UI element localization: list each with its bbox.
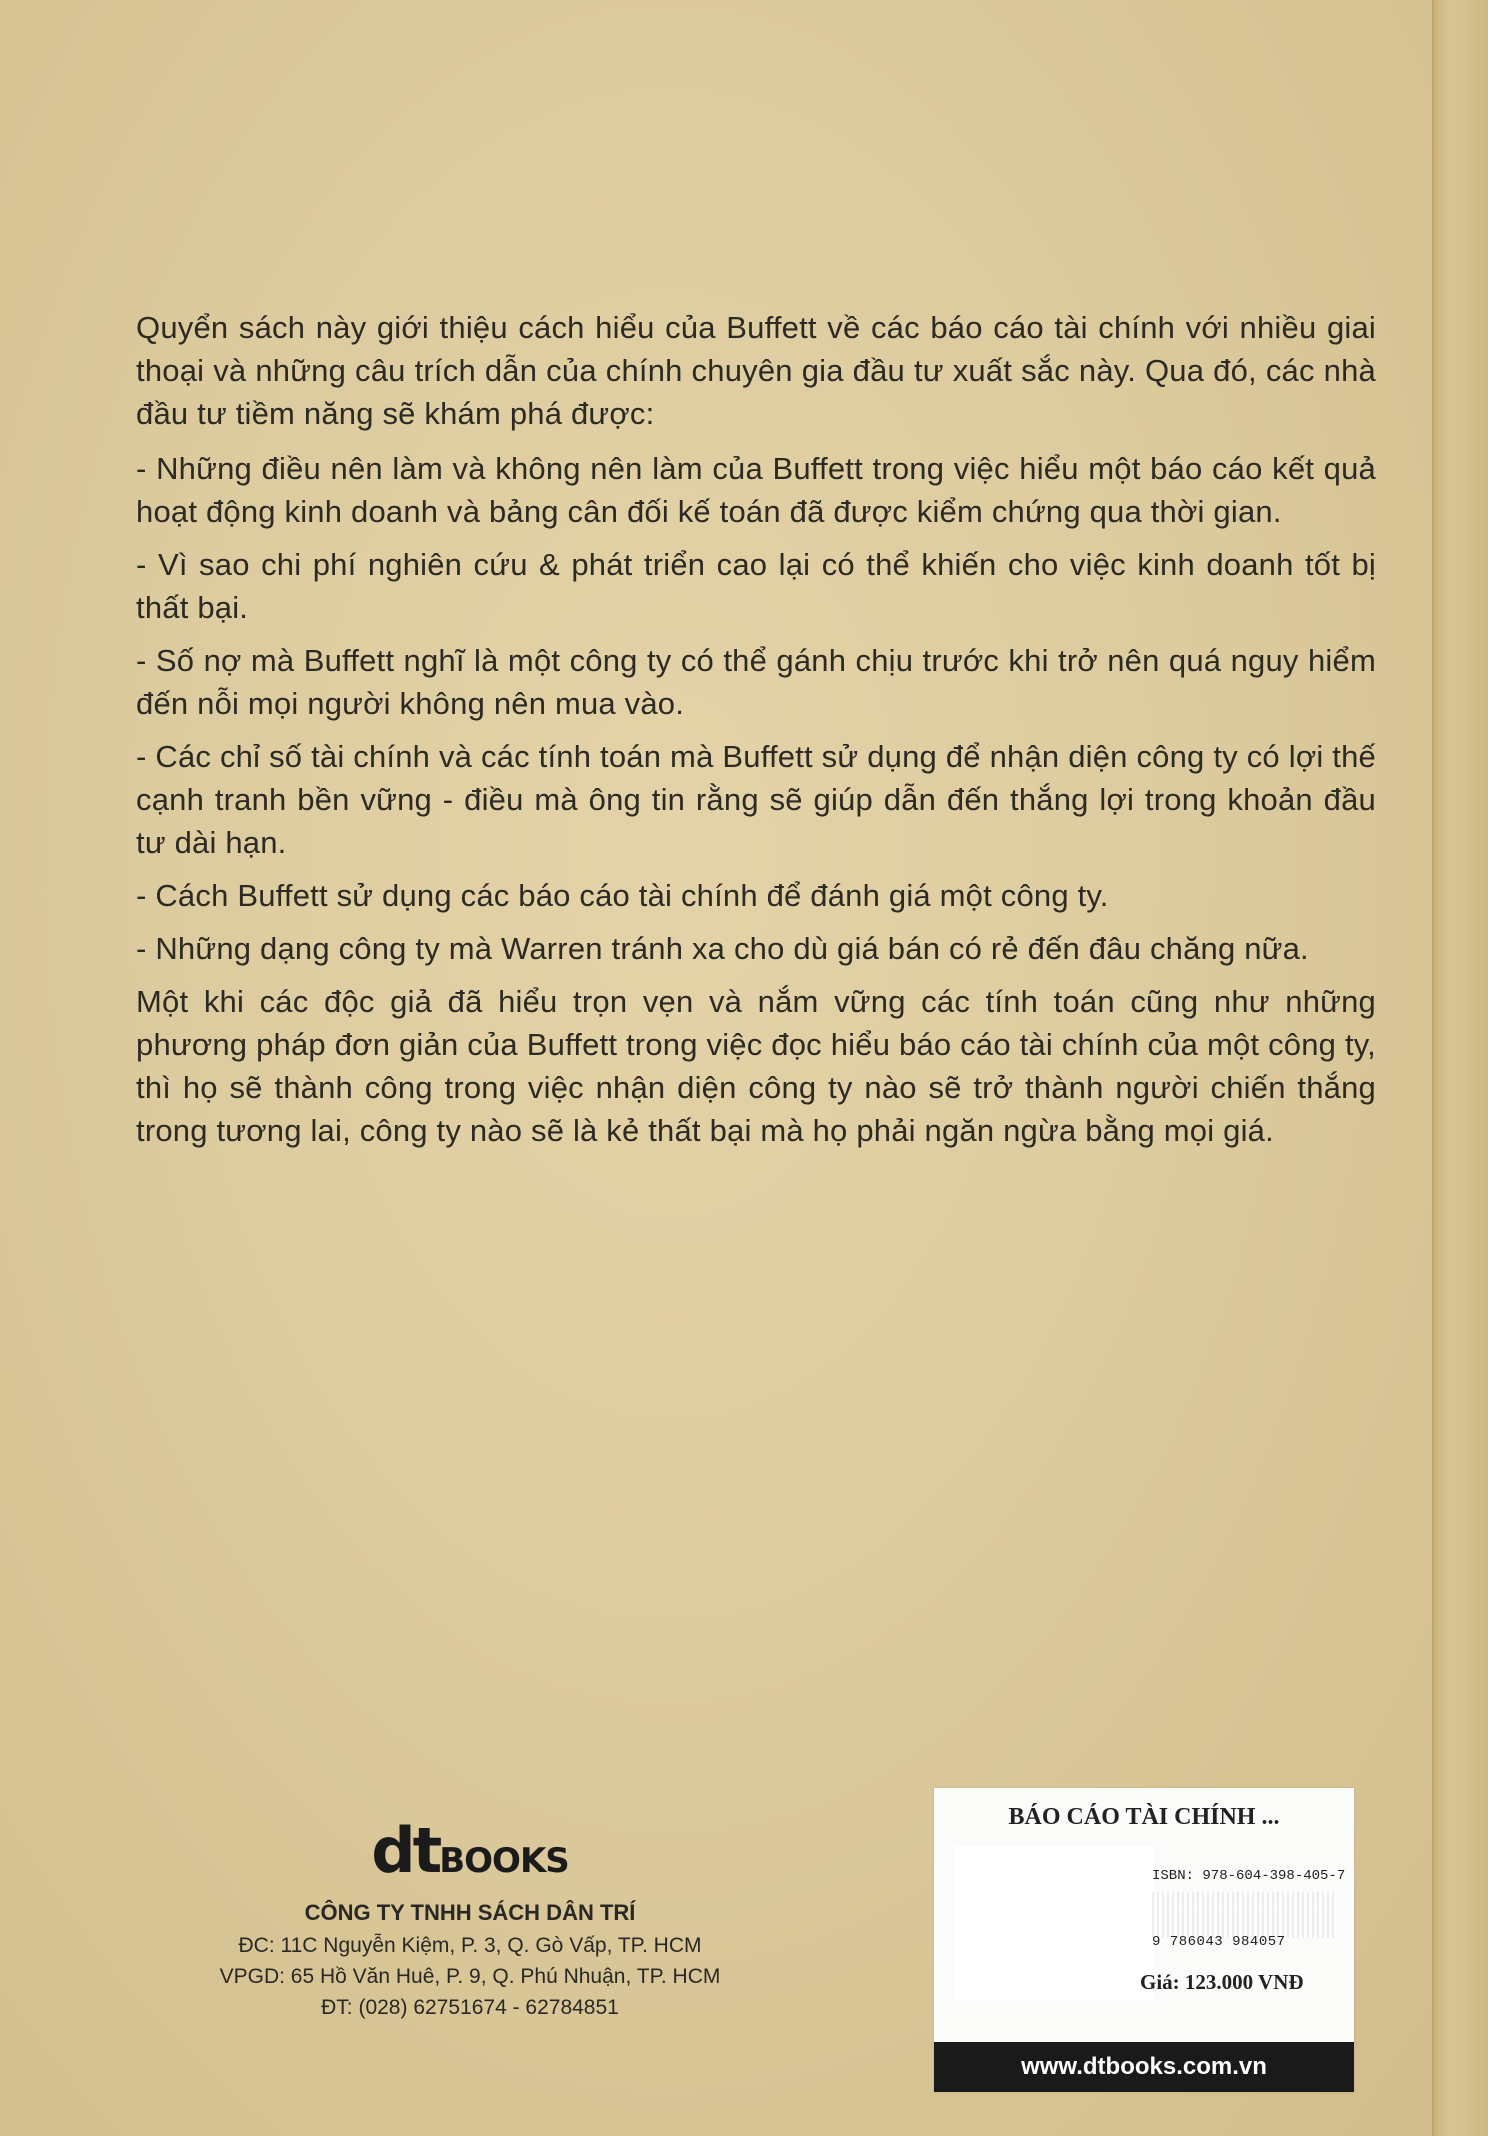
barcode-digits: 9 786043 984057: [1152, 1934, 1286, 1950]
publisher-logo: [200, 1814, 740, 1887]
publisher-address: ĐC: 11C Nguyễn Kiệm, P. 3, Q. Gò Vấp, TP. HCM: [238, 1934, 702, 1957]
blurb-bullet: - Số nợ mà Buffett nghĩ là một công ty có thể gánh chịu trước khi trở nên quá nguy hiểm đến nỗi mọi người không nên mua vào.: [136, 643, 1376, 721]
blurb-closing: Một khi các độc giả đã hiểu trọn vẹn và nắm vững các tính toán cũng như những phương pháp đơn giản của Buffett trong việc đọc hiểu báo cáo tài chính của một công ty, thì họ sẽ thành công trong việc nhận diện công ty nào sẽ trở thành người chiến thắng trong tương lai, công ty nào sẽ là kẻ thất bại mà họ phải ngăn ngừa bằng mọi giá.: [136, 984, 1376, 1148]
isbn-label: ISBN: 978-604-398-405-7: [1152, 1868, 1346, 1884]
sticker-blank-area: [954, 1846, 1154, 2001]
blurb-bullet: - Vì sao chi phí nghiên cứu & phát triển cao lại có thể khiến cho việc kinh doanh tốt bị thất bại.: [136, 547, 1376, 625]
publisher-office: VPGD: 65 Hồ Văn Huê, P. 9, Q. Phú Nhuận, TP. HCM: [219, 1965, 721, 1988]
sticker-title: BÁO CÁO TÀI CHÍNH ...: [1008, 1804, 1280, 1830]
barcode-bars: [1152, 1892, 1337, 1938]
blurb-bullet: - Những dạng công ty mà Warren tránh xa cho dù giá bán có rẻ đến đâu chăng nữa.: [136, 931, 1309, 966]
website-label: www.dtbooks.com.vn: [934, 2042, 1354, 2092]
blurb-bullet: - Những điều nên làm và không nên làm của Buffett trong việc hiểu một báo cáo kết quả hoạt động kinh doanh và bảng cân đối kế toán đã được kiểm chứng qua thời gian.: [136, 451, 1376, 529]
publisher-phone: ĐT: (028) 62751674 - 62784851: [321, 1996, 619, 2019]
spine-edge: [1432, 0, 1488, 2136]
publisher-name: CÔNG TY TNHH SÁCH DÂN TRÍ: [304, 1900, 636, 1925]
publisher-block: [200, 1814, 740, 2023]
logo-books: BOOKS: [439, 1841, 569, 1881]
logo-dt: dt: [371, 1814, 440, 1887]
blurb-text: [136, 306, 1376, 1162]
price-label: Giá: 123.000 VNĐ: [1140, 1970, 1304, 1994]
blurb-bullet: - Các chỉ số tài chính và các tính toán mà Buffett sử dụng để nhận diện công ty có lợi thế cạnh tranh bền vững - điều mà ông tin rằng sẽ giúp dẫn đến thắng lợi trong khoản đầu tư dài hạn.: [136, 739, 1376, 860]
barcode-sticker: [934, 1788, 1354, 2092]
blurb-bullet: - Cách Buffett sử dụng các báo cáo tài chính để đánh giá một công ty.: [136, 878, 1109, 913]
blurb-intro: Quyển sách này giới thiệu cách hiểu của Buffett về các báo cáo tài chính với nhiều giai thoại và những câu trích dẫn của chính chuyên gia đầu tư xuất sắc này. Qua đó, các nhà đầu tư tiềm năng sẽ khám phá được:: [136, 310, 1376, 431]
